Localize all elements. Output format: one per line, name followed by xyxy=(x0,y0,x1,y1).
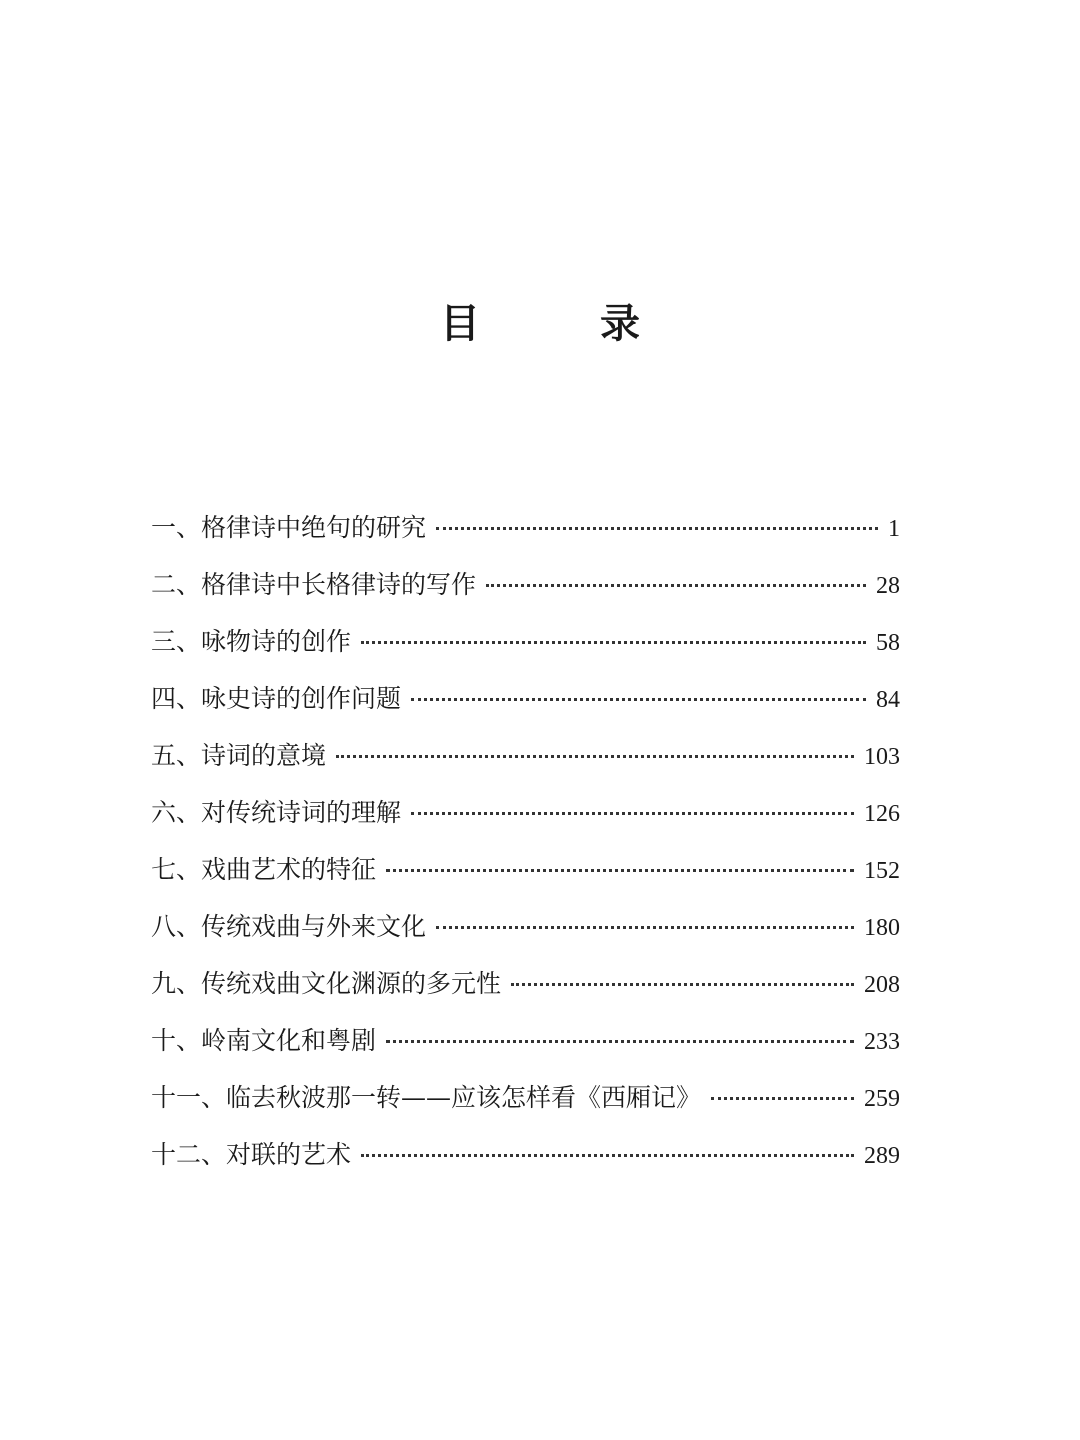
toc-entry-title: 九、传统戏曲文化渊源的多元性 xyxy=(151,969,502,998)
toc-entry[interactable] xyxy=(151,850,900,907)
dot-leader xyxy=(411,698,866,701)
table-of-contents xyxy=(151,508,900,1192)
toc-page-number: 233 xyxy=(864,1029,900,1055)
toc-page-number: 1 xyxy=(888,516,900,542)
toc-entry-title: 五、诗词的意境 xyxy=(151,741,327,770)
toc-entry-title: 十二、对联的艺术 xyxy=(151,1140,352,1169)
toc-entry[interactable] xyxy=(151,508,900,565)
dot-leader xyxy=(336,755,854,758)
toc-page-number: 289 xyxy=(864,1143,900,1169)
toc-entry[interactable] xyxy=(151,736,900,793)
toc-entry[interactable] xyxy=(151,565,900,622)
toc-page-number: 208 xyxy=(864,972,900,998)
dot-leader xyxy=(361,641,866,644)
toc-page-number: 84 xyxy=(876,687,900,713)
toc-entry[interactable] xyxy=(151,1078,900,1135)
dot-leader xyxy=(411,812,854,815)
toc-entry[interactable] xyxy=(151,679,900,736)
toc-entry[interactable] xyxy=(151,1021,900,1078)
toc-entry[interactable] xyxy=(151,907,900,964)
dot-leader xyxy=(486,584,866,587)
toc-entry-title: 一、格律诗中绝句的研究 xyxy=(151,513,427,542)
toc-entry-title: 六、对传统诗词的理解 xyxy=(151,798,402,827)
toc-page-number: 180 xyxy=(864,915,900,941)
toc-entry-title: 八、传统戏曲与外来文化 xyxy=(151,912,427,941)
dot-leader xyxy=(511,983,854,986)
toc-entry[interactable] xyxy=(151,793,900,850)
dot-leader xyxy=(711,1097,854,1100)
toc-page-number: 126 xyxy=(864,801,900,827)
toc-entry-title: 三、咏物诗的创作 xyxy=(151,627,352,656)
toc-entry-title: 七、戏曲艺术的特征 xyxy=(151,855,377,884)
toc-entry-title: 十、岭南文化和粤剧 xyxy=(151,1026,377,1055)
toc-entry-title: 十一、临去秋波那一转——应该怎样看《西厢记》 xyxy=(151,1083,702,1112)
toc-page-number: 58 xyxy=(876,630,900,656)
toc-page-number: 259 xyxy=(864,1086,900,1112)
dot-leader xyxy=(436,527,878,530)
toc-page-number: 103 xyxy=(864,744,900,770)
dot-leader xyxy=(386,1040,854,1043)
toc-entry[interactable] xyxy=(151,622,900,679)
dot-leader xyxy=(386,869,854,872)
toc-entry[interactable] xyxy=(151,964,900,1021)
toc-page-number: 28 xyxy=(876,573,900,599)
toc-entry-title: 四、咏史诗的创作问题 xyxy=(151,684,402,713)
toc-entry[interactable] xyxy=(151,1135,900,1192)
toc-entry-title: 二、格律诗中长格律诗的写作 xyxy=(151,570,477,599)
dot-leader xyxy=(436,926,854,929)
toc-page-number: 152 xyxy=(864,858,900,884)
dot-leader xyxy=(361,1154,854,1157)
page-title: 目 录 xyxy=(440,300,680,347)
